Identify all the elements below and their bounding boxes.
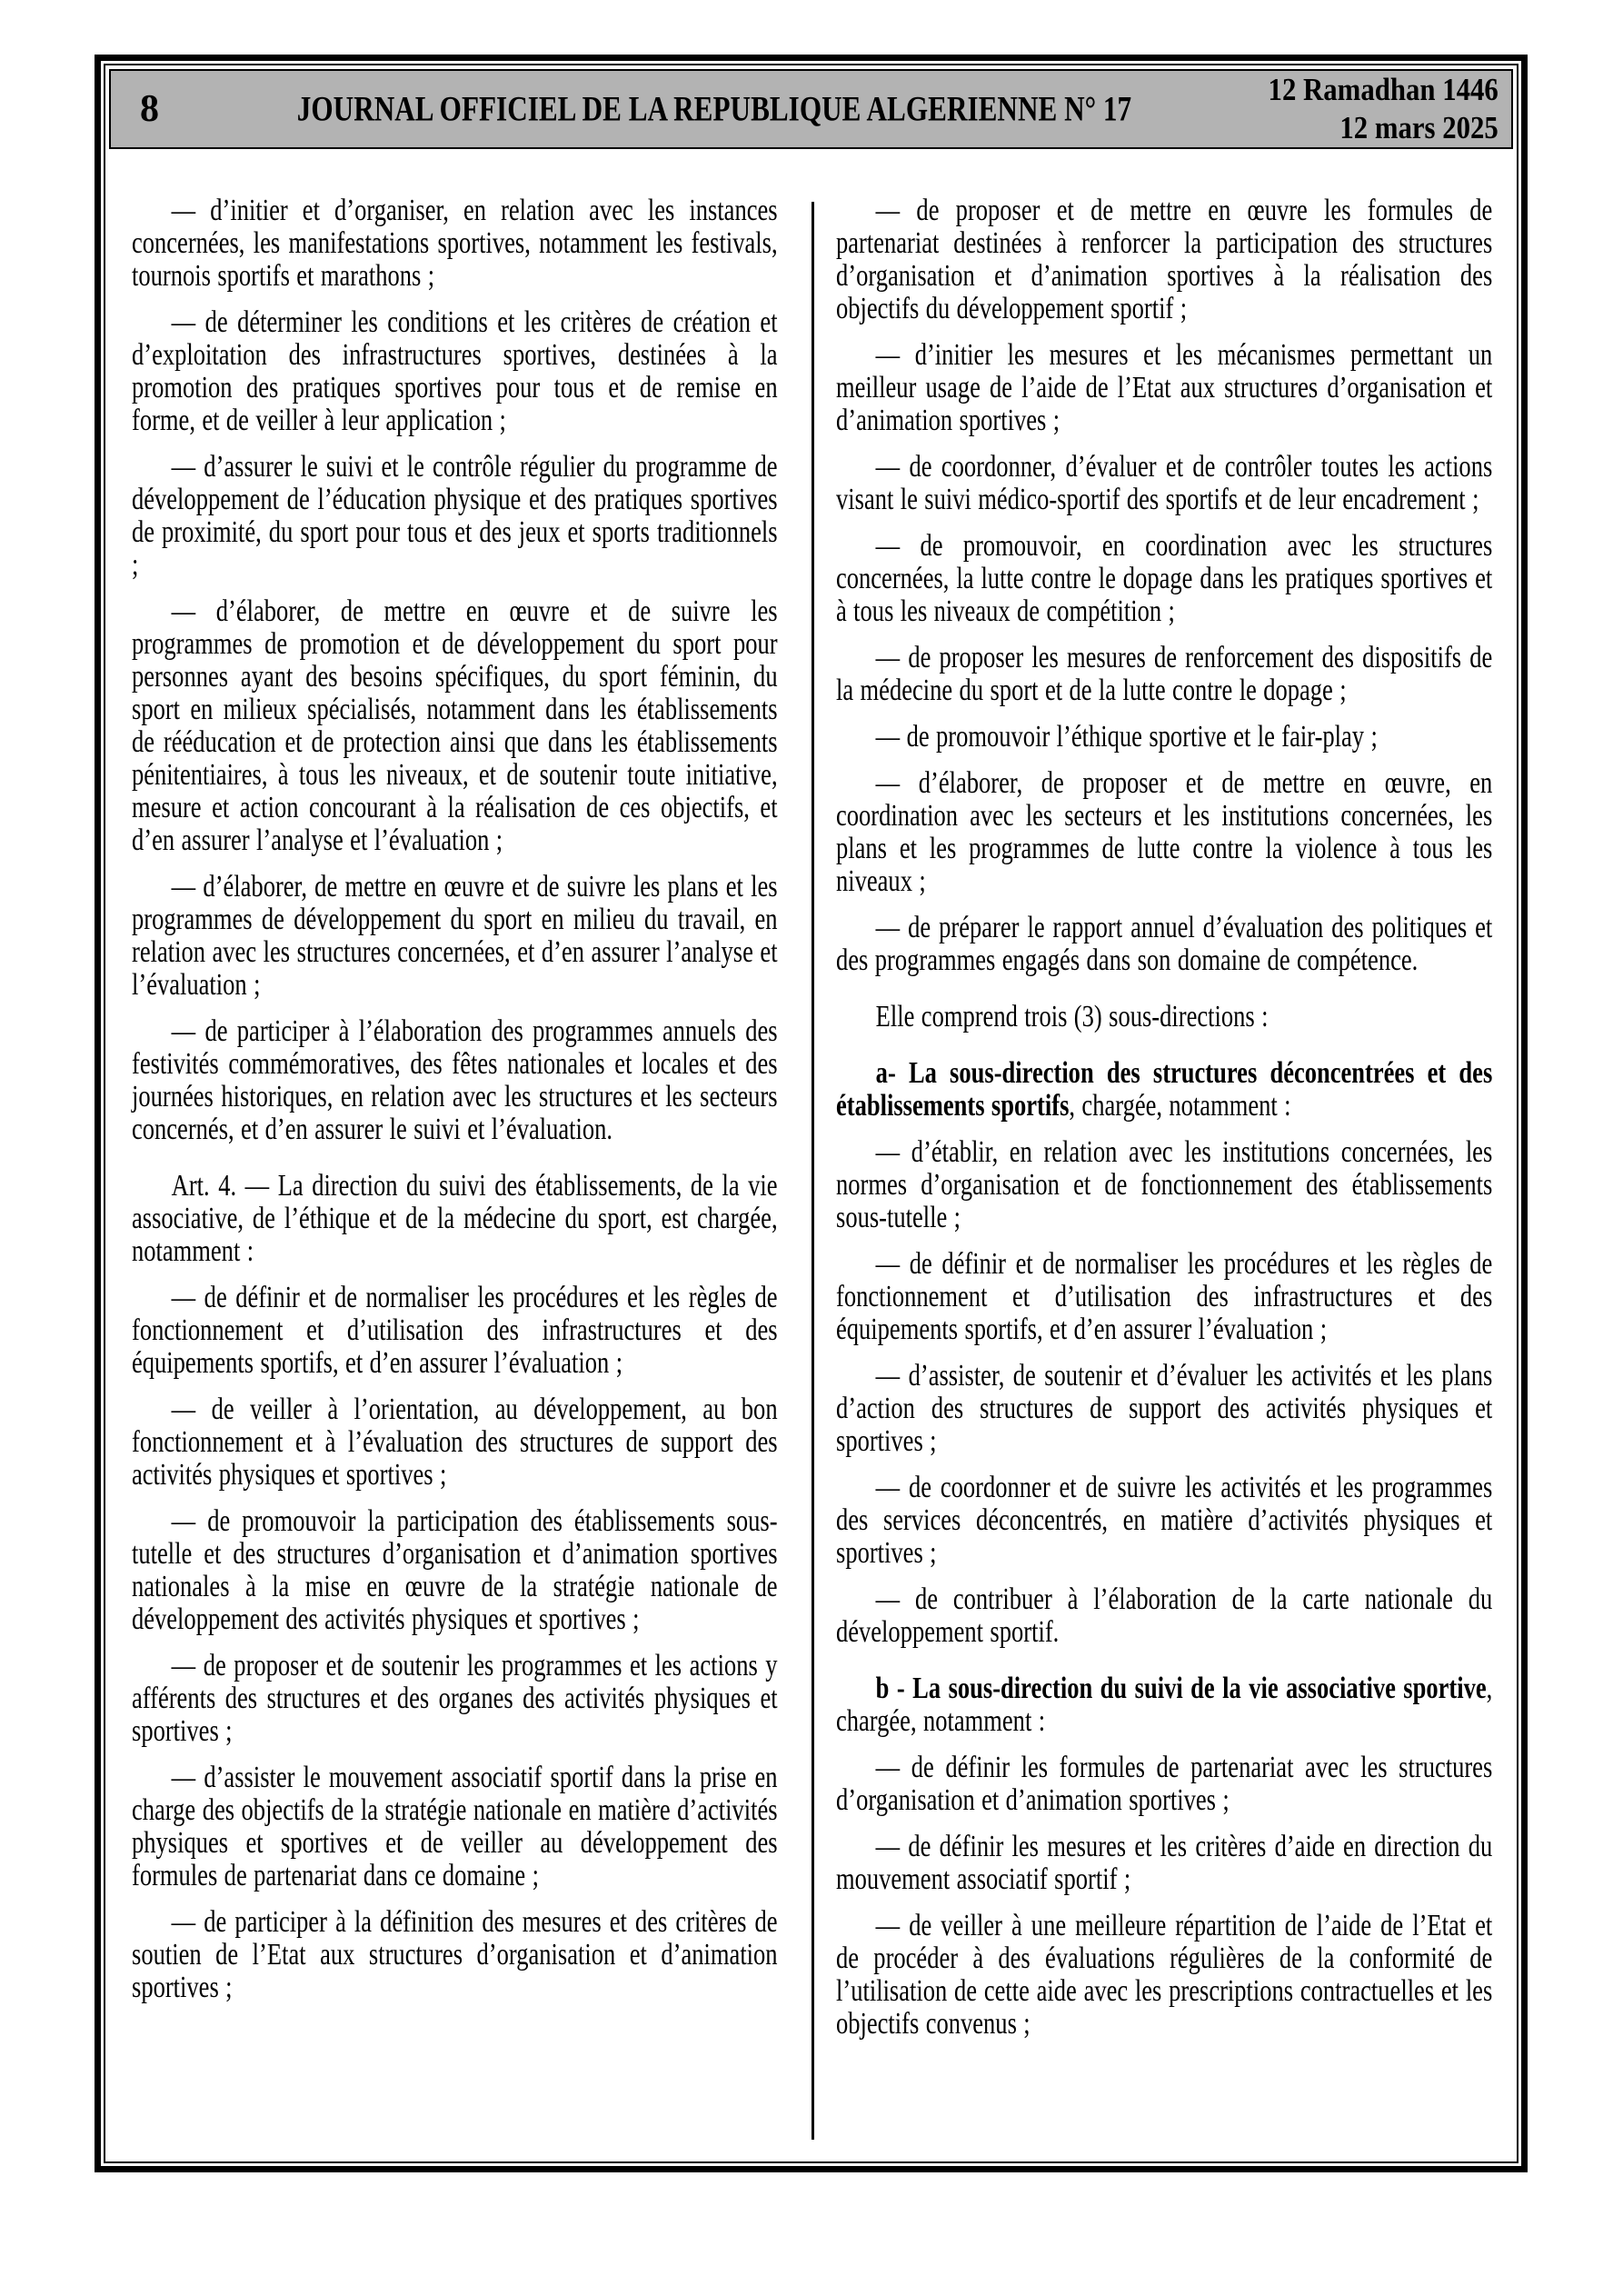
paragraph: — d’assister, de soutenir et d’évaluer les activités et les plans d’action des structures de support des activités physiques et sportives ; xyxy=(836,1359,1493,1458)
date-gregorian: 12 mars 2025 xyxy=(1339,110,1499,145)
paragraph: — de promouvoir la participation des établissements sous-tutelle et des structures d’organisation et d’animation sportives nationales à la mise en œuvre de la stratégie nationale de développement des activités physiques et sportives ; xyxy=(132,1504,778,1636)
column-divider xyxy=(812,202,814,2140)
paragraph: — de définir les formules de partenariat avec les structures d’organisation et d’animation sportives ; xyxy=(836,1751,1493,1817)
journal-title: JOURNAL OFFICIEL DE LA REPUBLIQUE ALGERIENNE N° 17 xyxy=(296,89,1132,129)
paragraph: — de définir et de normaliser les procédures et les règles de fonctionnement et d’utilisation des infrastructures et des équipements sportifs, et d’en assurer l’évaluation ; xyxy=(836,1247,1493,1346)
page-border-inner xyxy=(104,64,1518,2163)
paragraph: — d’élaborer, de mettre en œuvre et de suivre les plans et les programmes de développement du sport en milieu du travail, en relation avec les structures concernées, et d’en assurer l’analyse et l’évaluation ; xyxy=(132,870,778,1002)
header-dates xyxy=(1237,71,1499,147)
paragraph: — de préparer le rapport annuel d’évaluation des politiques et des programmes engagés dans son domaine de compétence. xyxy=(836,911,1493,977)
paragraph: — de proposer les mesures de renforcement des dispositifs de la médecine du sport et de la lutte contre le dopage ; xyxy=(836,641,1493,707)
date-hijri: 12 Ramadhan 1446 xyxy=(1268,72,1499,107)
subdirection-b-title: b - La sous-direction du suivi de la vie associative sportive xyxy=(875,1672,1487,1705)
subdirection-b-heading xyxy=(836,1672,1492,1738)
subdirection-b-rest: , chargée, notamment : xyxy=(836,1672,1493,1738)
right-column xyxy=(836,153,1492,2054)
paragraph: — de proposer et de mettre en œuvre les formules de partenariat destinées à renforcer la participation des structures d’organisation et d’animation sportives à la réalisation des objectifs du développement sportif ; xyxy=(836,194,1493,325)
left-column xyxy=(132,153,778,2018)
paragraph: — d’élaborer, de mettre en œuvre et de suivre les programmes de promotion et de développement du sport pour personnes ayant des besoins spécifiques, du sport féminin, du sport en milieux spécialisés, notamment dans les établissements de rééducation et de protection ainsi que dans les établissements pénitentiaires, à tous les niveaux, et de soutenir toute initiative, mesure et action concourant à la réalisation de ces objectifs, et d’en assurer l’analyse et l’évaluation ; xyxy=(132,594,778,857)
page-header xyxy=(109,69,1513,149)
paragraph: — de déterminer les conditions et les critères de création et d’exploitation des infrastructures sportives, destinées à la promotion des pratiques sportives pour tous et de remise en forme, et de veiller à leur application ; xyxy=(132,305,778,437)
paragraph: — de coordonner et de suivre les activités et les programmes des services déconcentrés, en matière d’activités physiques et sportives ; xyxy=(836,1471,1493,1570)
paragraph: — d’initier et d’organiser, en relation avec les instances concernées, les manifestations sportives, notamment les festivals, tournois sportifs et marathons ; xyxy=(132,194,778,293)
paragraph: — de participer à l’élaboration des programmes annuels des festivités commémoratives, des fêtes nationales et locales et des journées historiques, en relation avec les structures et les secteurs concernés, et d’en assurer le suivi et l’évaluation. xyxy=(132,1014,778,1146)
subdirection-a-rest: , chargée, notamment : xyxy=(1069,1089,1291,1123)
page-border-frame xyxy=(95,55,1528,2172)
paragraph: — de veiller à l’orientation, au développement, au bon fonctionnement et à l’évaluation des structures de support des activités physiques et sportives ; xyxy=(132,1393,778,1492)
paragraph: — de veiller à une meilleure répartition de l’aide de l’Etat et de procéder à des évaluations régulières de la conformité de l’utilisation de cette aide avec les prescriptions contractuelles et les objectifs convenus ; xyxy=(836,1909,1493,2041)
paragraph: — de participer à la définition des mesures et des critères de soutien de l’Etat aux structures d’organisation et d’animation sportives ; xyxy=(132,1905,778,2004)
subdirection-a-heading xyxy=(836,1057,1492,1123)
paragraph: — de coordonner, d’évaluer et de contrôler toutes les actions visant le suivi médico-sportif des sportifs et de leur encadrement ; xyxy=(836,450,1493,516)
paragraph: — de définir et de normaliser les procédures et les règles de fonctionnement et d’utilisation des infrastructures et des équipements sportifs, et d’en assurer l’évaluation ; xyxy=(132,1281,778,1380)
subdirection-a-title: a- La sous-direction des structures déconcentrées et des établissements sportifs xyxy=(836,1056,1493,1123)
paragraph: — d’établir, en relation avec les institutions concernées, les normes d’organisation et de fonctionnement des établissements sous-tutelle ; xyxy=(836,1135,1493,1234)
paragraph: — de contribuer à l’élaboration de la carte nationale du développement sportif. xyxy=(836,1582,1493,1649)
paragraph: — de proposer et de soutenir les programmes et les actions y afférents des structures et des organes des activités physiques et sportives ; xyxy=(132,1649,778,1748)
subdirections-intro: Elle comprend trois (3) sous-directions : xyxy=(875,1000,1269,1033)
paragraph: — d’assister le mouvement associatif sportif dans la prise en charge des objectifs de la stratégie nationale en matière d’activités physiques et sportives et de veiller au développement des formules de partenariat dans ce domaine ; xyxy=(132,1761,778,1892)
page-body xyxy=(105,153,1517,2161)
paragraph: — d’initier les mesures et les mécanismes permettant un meilleur usage de l’aide de l’Etat aux structures d’organisation et d’animation sportives ; xyxy=(836,338,1493,437)
article-4-paragraph: Art. 4. — La direction du suivi des établissements, de la vie associative, de l’éthique et de la médecine du sport, est chargée, notamment : xyxy=(132,1169,778,1268)
paragraph: — de définir les mesures et les critères d’aide en direction du mouvement associatif sportif ; xyxy=(836,1830,1493,1896)
paragraph: — de promouvoir l’éthique sportive et le fair-play ; xyxy=(875,720,1378,754)
journal-title-wrap xyxy=(193,89,1211,130)
paragraph: — d’élaborer, de proposer et de mettre en œuvre, en coordination avec les secteurs et les institutions concernées, les plans et les programmes de lutte contre la violence à tous les niveaux ; xyxy=(836,766,1493,898)
page-number: 8 xyxy=(140,88,159,130)
paragraph: — d’assurer le suivi et le contrôle régulier du programme de développement de l’éducation physique et des pratiques sportives de proximité, du sport pour tous et des jeux et sports traditionnels ; xyxy=(132,450,778,582)
paragraph: — de promouvoir, en coordination avec les structures concernées, la lutte contre le dopage dans les pratiques sportives et à tous les niveaux de compétition ; xyxy=(836,529,1493,628)
